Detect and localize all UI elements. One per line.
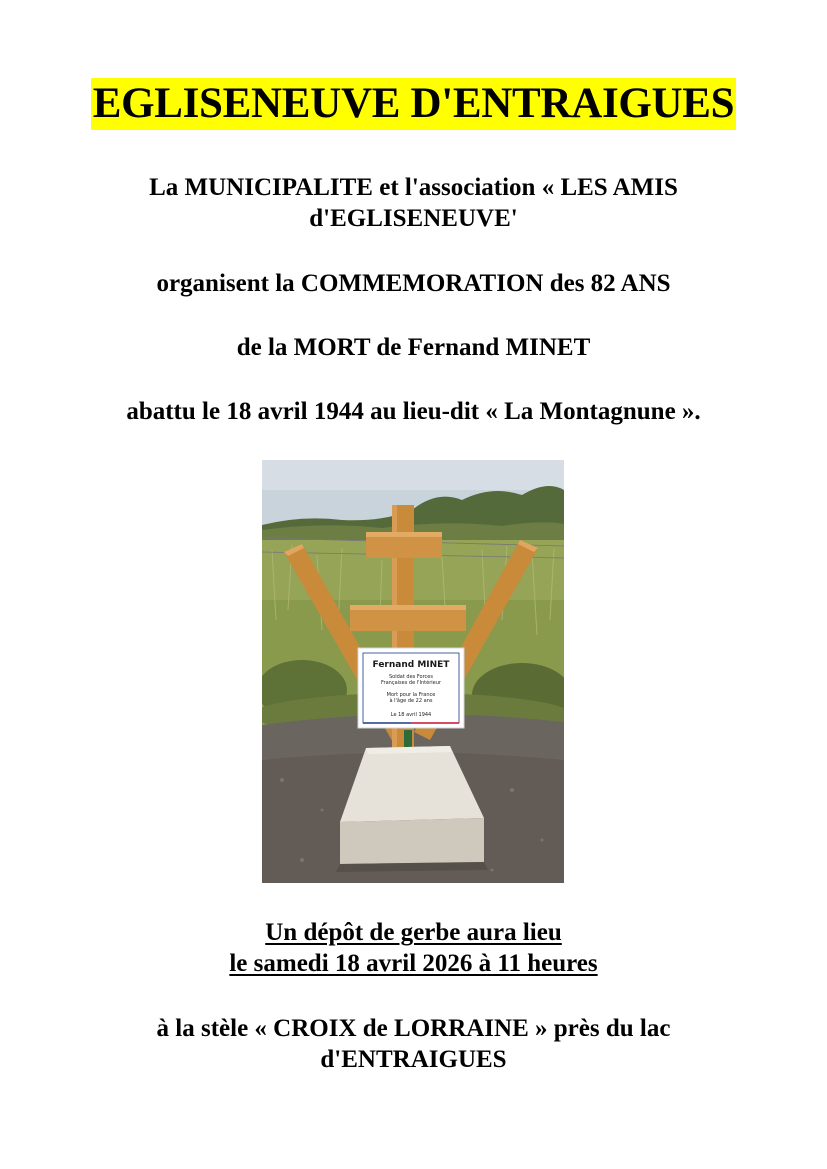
announcement-text-2: le samedi 18 avril 2026 à 11 heures bbox=[229, 950, 598, 977]
announcement-line-1 bbox=[40, 917, 787, 948]
detail-line: abattu le 18 avril 1944 au lieu-dit « La Montagnune ». bbox=[126, 398, 701, 425]
organizers-line-1: La MUNICIPALITE et l'association « LES AMIS bbox=[149, 174, 678, 201]
location-line-1: à la stèle « CROIX de LORRAINE » près du lac bbox=[156, 1015, 671, 1042]
announcement-line-2 bbox=[40, 948, 787, 979]
plaque-role-line-1: Soldat des Forces bbox=[389, 674, 433, 680]
plaque-death-line-2: à l'âge de 22 ans bbox=[389, 698, 433, 704]
plaque-death-line-1: Mort pour la France bbox=[386, 692, 436, 698]
plaque-role-line-2: Françaises de l'Intérieur bbox=[381, 680, 441, 686]
memorial-photo bbox=[262, 460, 564, 883]
page-title: EGLISENEUVE D'ENTRAIGUES bbox=[91, 78, 737, 130]
organizers-line-2: d'EGLISENEUVE' bbox=[309, 205, 518, 232]
subject-line: de la MORT de Fernand MINET bbox=[236, 334, 591, 361]
plaque-name: Fernand MINET bbox=[372, 660, 450, 670]
plaque-date: Le 18 avril 1944 bbox=[390, 712, 432, 718]
location-line-2: d'ENTRAIGUES bbox=[320, 1046, 507, 1073]
title-banner bbox=[0, 78, 827, 130]
event-line: organisent la COMMEMORATION des 82 ANS bbox=[156, 270, 671, 297]
announcement-text-1: Un dépôt de gerbe aura lieu bbox=[265, 919, 562, 946]
